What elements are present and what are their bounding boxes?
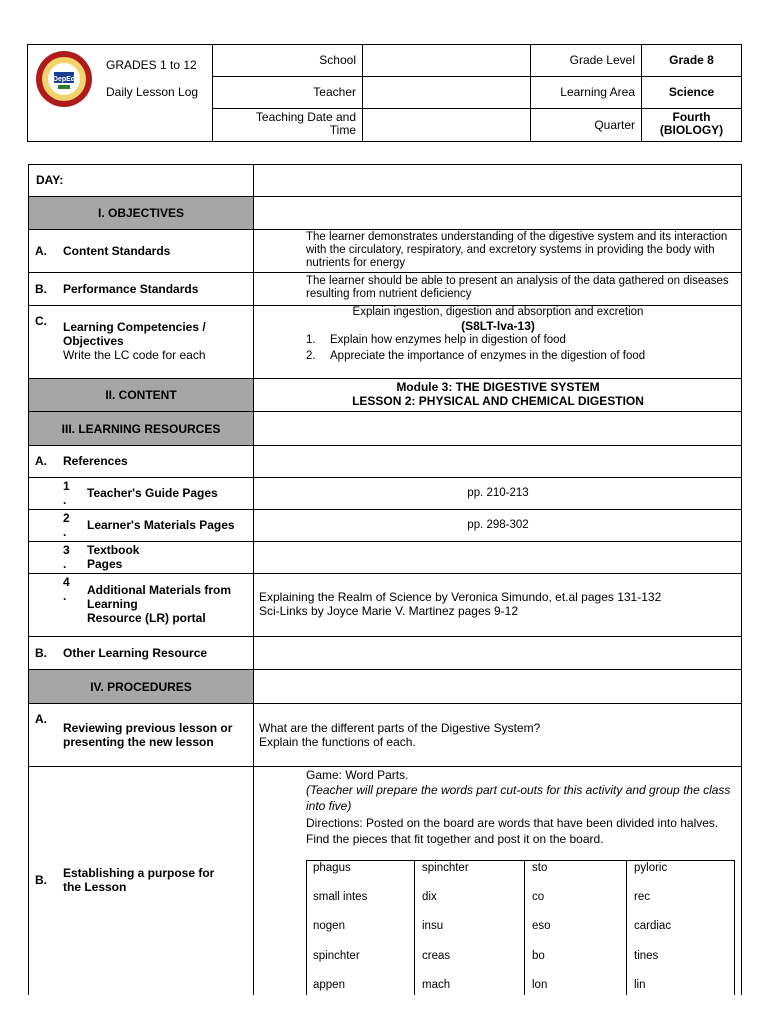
word-cell: sto [532, 862, 548, 874]
procedure-a-label-line2: presenting the new lesson [63, 735, 214, 749]
competency-code: (S8LT-lva-13) [461, 319, 535, 333]
resource-1-value: pp. 210-213 [467, 487, 529, 499]
teaching-date-value[interactable] [366, 108, 526, 142]
teacher-value[interactable] [366, 76, 526, 108]
content-standards-text: The learner demonstrates understanding of the digestive system and its interaction with the circulatory, respiratory, and excretory systems in providing the body with nutrients for energy [306, 231, 728, 269]
competencies-label-line2: Objectives [63, 334, 124, 348]
word-cell: nogen [313, 920, 345, 932]
resource-4-num: 4 [63, 575, 70, 589]
word-table-col-line [414, 860, 415, 995]
procedure-a-label-line1: Reviewing previous lesson or [63, 721, 233, 735]
resource-3-dot: . [63, 557, 67, 571]
word-cell: small intes [313, 891, 368, 903]
resource-4-value-line1: Explaining the Realm of Science by Veronica Simundo, et.al pages 131-132 [259, 590, 662, 604]
deped-seal-logo [35, 50, 93, 108]
resources-heading: III. LEARNING RESOURCES [61, 421, 221, 436]
game-directions: Directions: Posted on the board are words that have been divided into halves. Find the pieces that fit together and post it on the board. [306, 816, 719, 846]
school-label: School [319, 53, 356, 67]
quarter-value-line1: Fourth [672, 110, 711, 124]
row-line [28, 573, 742, 574]
header-v-line-2 [362, 44, 363, 142]
resource-2-num: 2 [63, 511, 70, 525]
word-cell: tines [634, 950, 659, 962]
resource-3-num: 3 [63, 543, 70, 557]
procedure-a-letter: A. [35, 712, 47, 726]
resource-4-value-line2: Sci-Links by Joyce Marie V. Martinez pages 9-12 [259, 604, 519, 618]
procedure-b-label-line2: the Lesson [63, 880, 127, 894]
word-cell: pyloric [634, 862, 668, 874]
competencies-label-line1: Learning Competencies / [63, 320, 206, 334]
resource-4-label-line3: Resource (LR) portal [87, 611, 206, 625]
word-cell: dix [422, 891, 437, 903]
competencies-label-line3: Write the LC code for each [63, 348, 206, 362]
word-cell: bo [532, 950, 545, 962]
word-cell: appen [313, 979, 345, 991]
row-line [28, 766, 742, 767]
objectives-heading: I. OBJECTIVES [97, 206, 185, 220]
learning-area-label: Learning Area [560, 85, 635, 99]
learning-area-value: Science [668, 85, 715, 99]
content-heading: II. CONTENT [105, 388, 177, 402]
quarter-value-line2: (BIOLOGY) [659, 123, 724, 137]
references-letter: A. [35, 454, 47, 468]
grade-level-value: Grade 8 [669, 53, 714, 67]
word-cell: rec [634, 891, 650, 903]
resource-4-label-line2: Learning [87, 597, 138, 611]
svg-text:DepEd: DepEd [52, 76, 76, 83]
quarter-value [641, 111, 742, 139]
word-table-col-line [524, 860, 525, 995]
quarter-label: Quarter [594, 118, 635, 132]
word-cell: lin [634, 979, 646, 991]
row-line [28, 703, 742, 704]
header-title-line1: GRADES 1 to 12 [106, 58, 197, 72]
resource-1-num: 1 [63, 479, 70, 493]
game-note: (Teacher will prepare the words part cut-outs for this activity and group the class into five) [306, 783, 731, 813]
word-cell: spinchter [422, 862, 469, 874]
resource-2-value: pp. 298-302 [467, 519, 529, 531]
resource-1-label: Teacher's Guide Pages [87, 486, 218, 500]
word-cell: co [532, 891, 545, 903]
competencies-letter: C. [35, 314, 47, 328]
word-table-col-line [626, 860, 627, 995]
resource-3-value [254, 541, 742, 573]
performance-standards-label: Performance Standards [63, 281, 199, 296]
procedure-a-text-line1: What are the different parts of the Digestive System? [259, 721, 541, 735]
procedure-b-letter: B. [35, 873, 47, 887]
main-col-divider [253, 164, 254, 995]
word-cell: cardiac [634, 920, 672, 932]
teacher-label: Teacher [313, 85, 356, 99]
teaching-date-label: Teaching Date and Time [255, 110, 356, 137]
content-standards-label: Content Standards [63, 243, 171, 258]
references-label: References [63, 454, 128, 468]
procedure-b-label-line1: Establishing a purpose for [63, 866, 215, 880]
word-cell: eso [532, 920, 551, 932]
resource-4-dot: . [63, 589, 67, 603]
day-label: DAY: [36, 173, 64, 187]
other-resource-letter: B. [35, 645, 47, 660]
other-resource-label: Other Learning Resource [63, 645, 208, 660]
resource-4-label-line1: Additional Materials from [87, 583, 232, 597]
resource-2-dot: . [63, 525, 67, 539]
word-cell: creas [422, 950, 451, 962]
competency-item-1-text: Explain how enzymes help in digestion of food [330, 334, 566, 346]
resource-1-dot: . [63, 493, 67, 507]
resource-2-label: Learner's Materials Pages [87, 518, 235, 532]
competency-text: Explain ingestion, digestion and absorption and excretion [352, 306, 644, 318]
competency-item-1-num: 1. [306, 334, 316, 346]
game-title: Game: Word Parts. [306, 768, 409, 782]
grade-level-label: Grade Level [569, 53, 635, 67]
word-cell: spinchter [313, 950, 360, 962]
school-value[interactable] [366, 44, 526, 76]
word-cell: mach [422, 979, 451, 991]
competency-item-2-num: 2. [306, 350, 316, 362]
competency-item-2-text: Appreciate the importance of enzymes in the digestion of food [330, 350, 646, 362]
procedure-a-text-line2: Explain the functions of each. [259, 735, 416, 749]
performance-standards-letter: B. [35, 281, 47, 296]
resource-3-label-line1: Textbook [87, 543, 140, 557]
resource-3-label-line2: Pages [87, 557, 123, 571]
content-standards-letter: A. [35, 243, 47, 258]
module-title: Module 3: THE DIGESTIVE SYSTEM [396, 380, 600, 394]
word-cell: phagus [313, 862, 351, 874]
lesson-title: LESSON 2: PHYSICAL AND CHEMICAL DIGESTION [352, 394, 644, 408]
word-cell: lon [532, 979, 548, 991]
performance-standards-text: The learner should be able to present an analysis of the data gathered on diseases resulting from nutrient deficiency [306, 275, 729, 300]
header-title-line2: Daily Lesson Log [106, 85, 199, 99]
procedures-heading: IV. PROCEDURES [90, 679, 192, 694]
word-cell: insu [422, 920, 444, 932]
